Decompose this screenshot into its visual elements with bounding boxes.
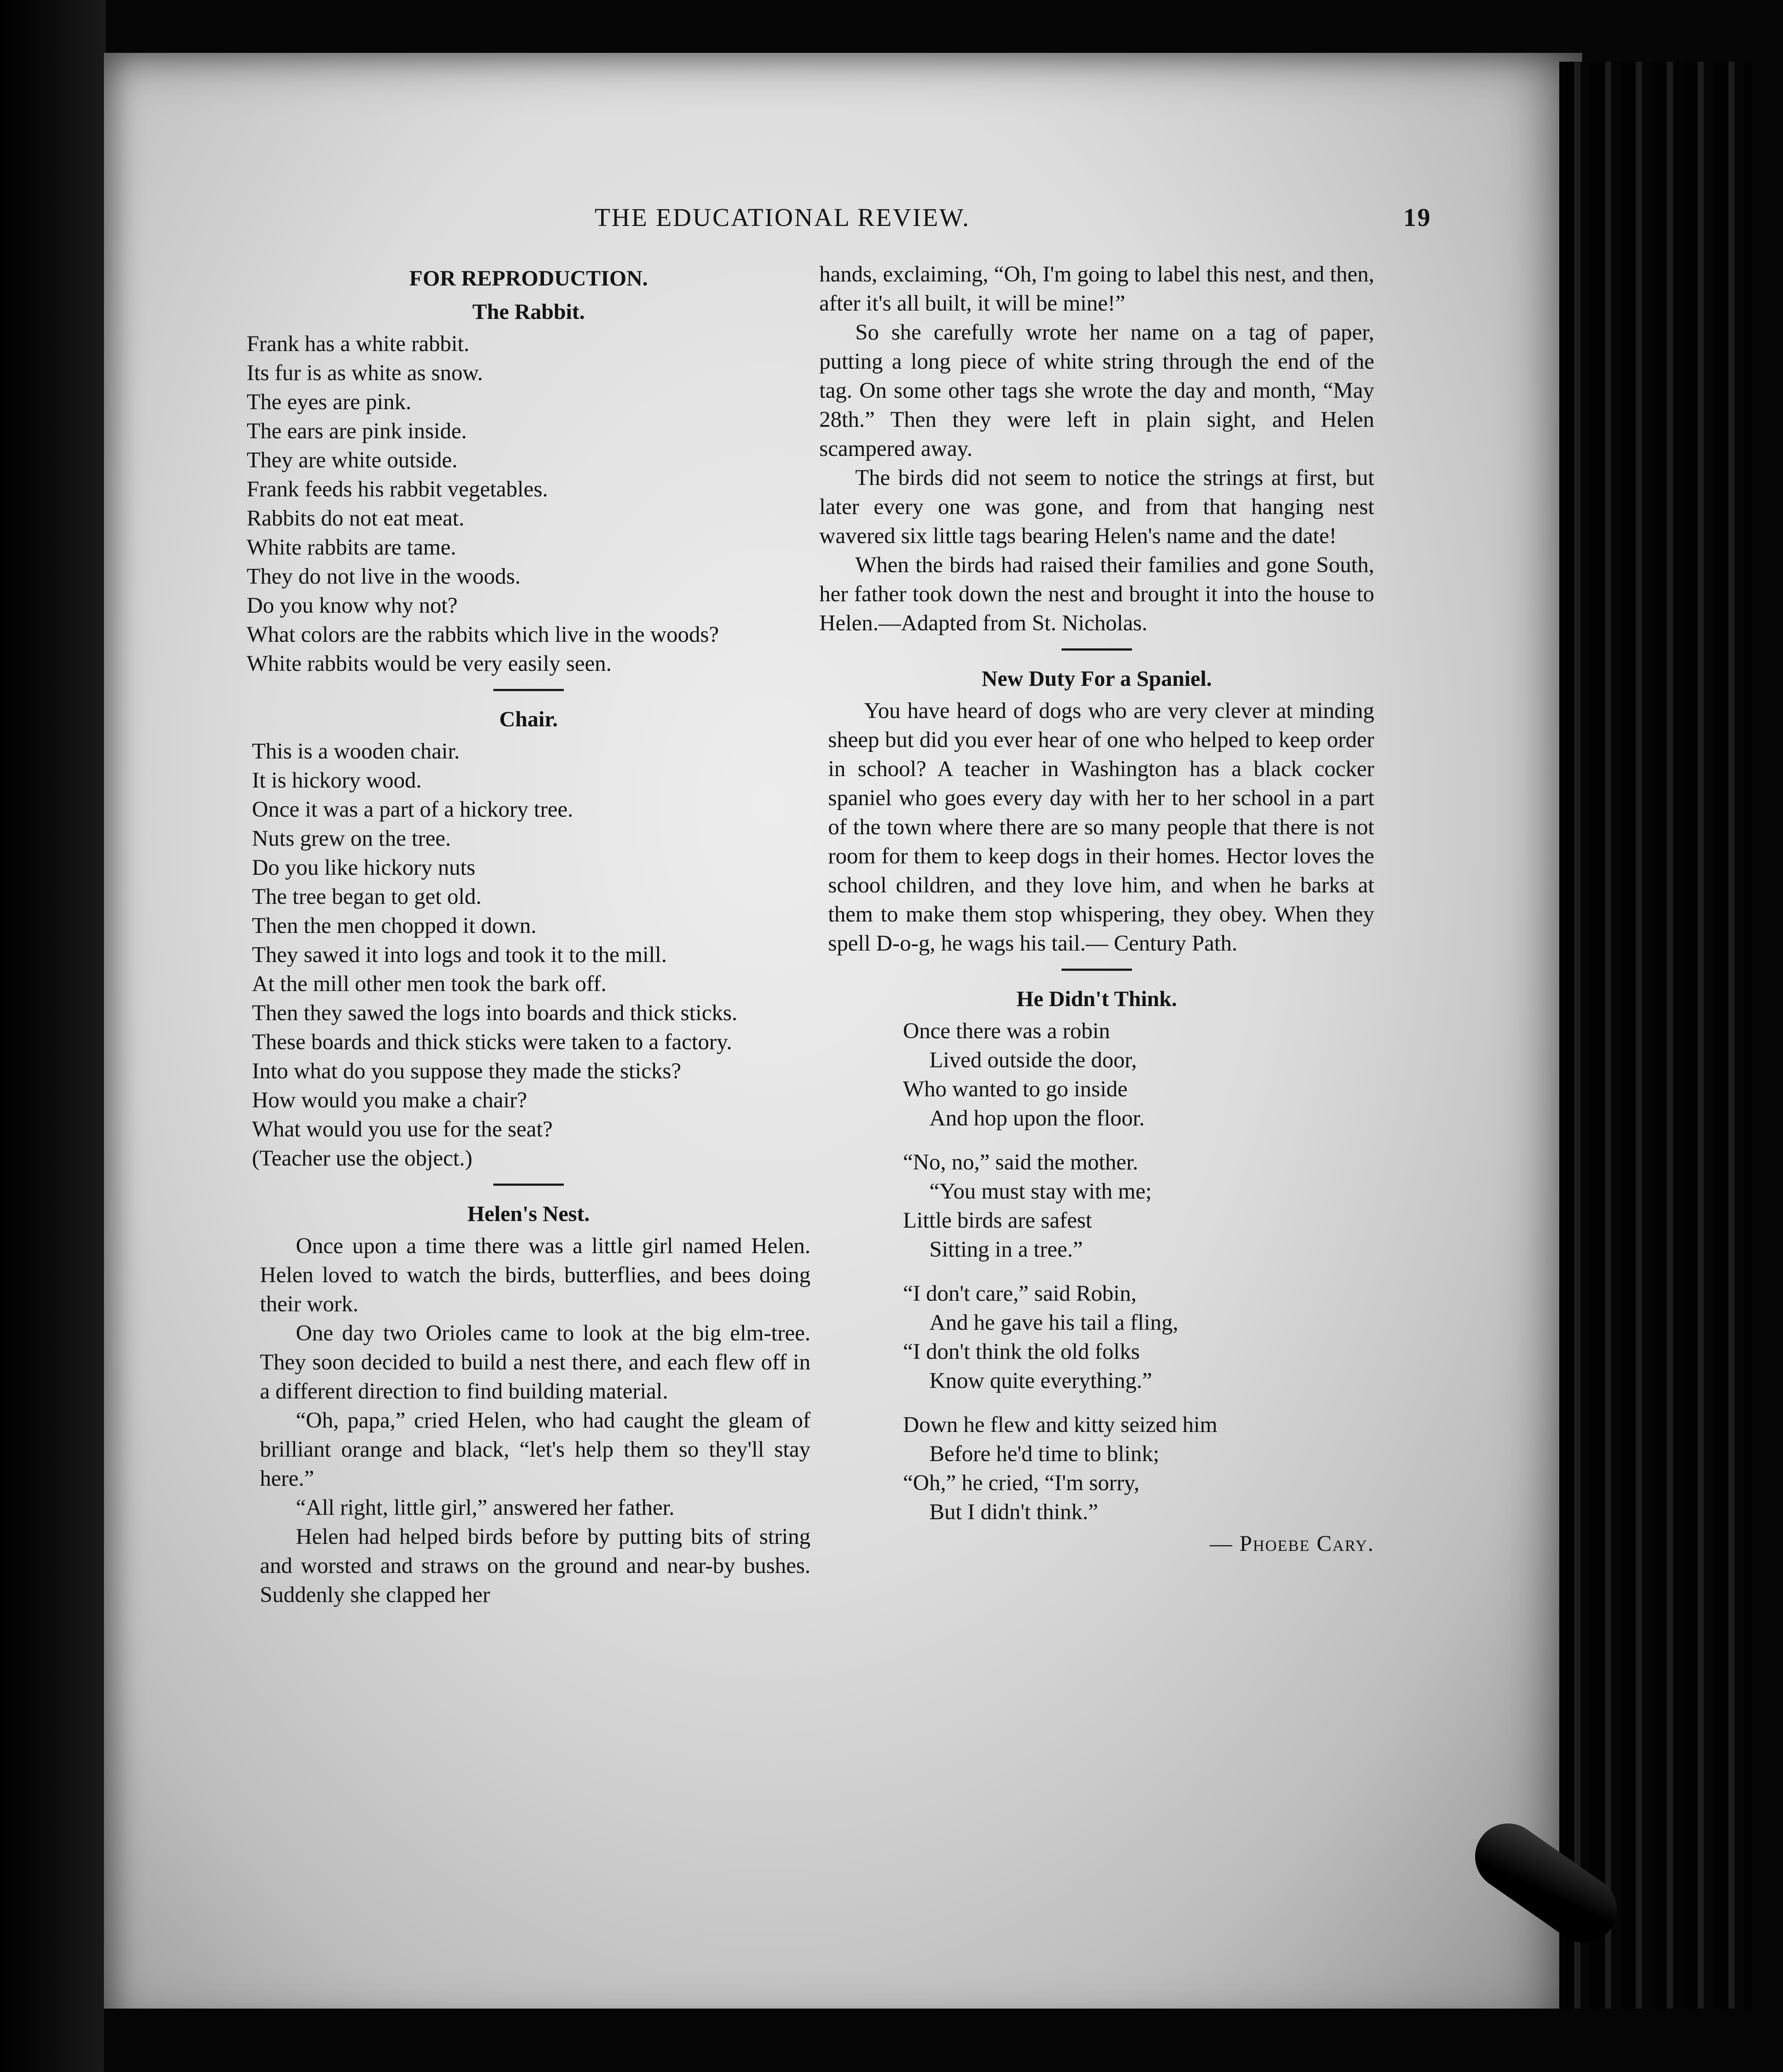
poem-line: Sitting in a tree.” [929, 1237, 1083, 1262]
poem-line: “I don't care,” said Robin, [903, 1281, 1137, 1306]
nest-text [247, 1232, 810, 1610]
poem-stanza [903, 1279, 1374, 1395]
paragraph: Helen had helped birds before by putting bits of string and worsted and straws on the ground and near-by bushes. Suddenly she clapped her [260, 1524, 810, 1607]
poem-attribution: — Phoebe Cary. [1210, 1532, 1374, 1556]
divider-rule [493, 1184, 564, 1186]
spaniel-title: New Duty For a Spaniel. [981, 666, 1212, 691]
paragraph: So she carefully wrote her name on a tag of paper, putting a long piece of white string through the end of the tag. On some other tags she wrote the day and month, “May 28th.” Then they were left in plain sight, and Helen scampered away. [819, 320, 1374, 461]
running-header [595, 203, 1432, 232]
text-line: What would you use for the seat? [252, 1117, 553, 1142]
text-line: (Teacher use the object.) [252, 1146, 473, 1171]
poem-line: “No, no,” said the mother. [903, 1150, 1138, 1175]
poem-line: But I didn't think.” [929, 1500, 1099, 1524]
paragraph: hands, exclaiming, “Oh, I'm going to label this nest, and then, after it's all built, it will be mine!” [819, 262, 1374, 316]
bottom-shadow [104, 2009, 1783, 2072]
paragraph: The birds did not seem to notice the strings at first, but later every one was gone, and from that hanging nest wavered six little tags bearing Helen's name and the date! [819, 466, 1374, 548]
text-line: Frank feeds his rabbit vegetables. [247, 477, 548, 502]
page-number: 19 [1403, 203, 1432, 232]
text-line: The tree began to get old. [252, 884, 482, 909]
left-page-edge [0, 0, 106, 2072]
text-line: Rabbits do not eat meat. [247, 506, 465, 531]
poem-line: Little birds are safest [903, 1208, 1092, 1233]
nest-continued-text [819, 260, 1374, 638]
paragraph: When the birds had raised their families and gone South, her father took down the nest and brought it into the house to Helen.—Adapted from St. Nicholas. [819, 553, 1374, 636]
section-title: FOR REPRODUCTION. [409, 266, 648, 290]
paragraph: “All right, little girl,” answered her father. [296, 1495, 675, 1520]
text-line: Once it was a part of a hickory tree. [252, 797, 573, 822]
text-line: The eyes are pink. [247, 390, 411, 414]
poem-stanza [903, 1017, 1374, 1133]
poem [819, 1017, 1374, 1558]
text-line: How would you make a chair? [252, 1088, 527, 1113]
poem-line: “Oh,” he cried, “I'm sorry, [903, 1471, 1139, 1495]
text-line: What colors are the rabbits which live in the woods? [247, 622, 719, 647]
left-column [247, 260, 810, 1610]
spaniel-paragraph: You have heard of dogs who are very clever at minding sheep but did you ever hear of one who helped to keep order in school? A teacher in Washington has a black cocker spaniel who goes every day with her to her school in a part of the town where there are so many people that there is not room for them to keep dogs in their homes. Hector loves the school children, and they love him, and when he barks at them to make them stop whispering, they obey. When they spell D-o-g, he wags his tail.— Century Path. [828, 699, 1374, 956]
rabbit-text [247, 329, 810, 678]
poem-line: And hop upon the floor. [929, 1106, 1145, 1131]
journal-title: THE EDUCATIONAL REVIEW. [595, 203, 970, 232]
text-line: Nuts grew on the tree. [252, 826, 451, 851]
poem-title: He Didn't Think. [1016, 986, 1177, 1011]
chair-text [247, 737, 810, 1173]
text-line: Do you like hickory nuts [252, 855, 476, 880]
text-line: They do not live in the woods. [247, 564, 521, 589]
poem-line: Once there was a robin [903, 1019, 1110, 1043]
paragraph: One day two Orioles came to look at the big elm-tree. They soon decided to build a nest there, and each flew off in a different direction to find building material. [260, 1321, 810, 1404]
text-line: They are white outside. [247, 448, 458, 473]
poem-line: Before he'd time to blink; [929, 1442, 1159, 1466]
poem-line: “You must stay with me; [929, 1179, 1152, 1204]
poem-line: “I don't think the old folks [903, 1339, 1140, 1364]
text-line: These boards and thick sticks were taken to a factory. [252, 1030, 732, 1054]
text-line: Into what do you suppose they made the sticks? [252, 1059, 681, 1084]
nest-title: Helen's Nest. [467, 1201, 590, 1226]
text-line: It is hickory wood. [252, 768, 422, 793]
paragraph: Once upon a time there was a little girl named Helen. Helen loved to watch the birds, butterflies, and bees doing their work. [260, 1234, 810, 1317]
text-line: Its fur is as white as snow. [247, 361, 483, 385]
divider-rule [1062, 969, 1132, 971]
poem-stanza [903, 1410, 1374, 1527]
text-line: The ears are pink inside. [247, 419, 467, 444]
poem-stanza [903, 1148, 1374, 1264]
text-line: Then they sawed the logs into boards and thick sticks. [252, 1001, 737, 1025]
text-line: White rabbits are tame. [247, 535, 456, 560]
poem-line: Know quite everything.” [929, 1369, 1152, 1393]
text-line: They sawed it into logs and took it to the mill. [252, 943, 667, 967]
divider-rule [1062, 648, 1132, 651]
poem-line: And he gave his tail a fling, [929, 1310, 1179, 1335]
rabbit-title: The Rabbit. [472, 299, 585, 324]
chair-title: Chair. [499, 707, 558, 731]
poem-line: Lived outside the door, [929, 1048, 1137, 1073]
text-line: Do you know why not? [247, 593, 458, 618]
divider-rule [493, 689, 564, 691]
text-line: Frank has a white rabbit. [247, 332, 470, 356]
text-line: Then the men chopped it down. [252, 914, 536, 938]
text-line: White rabbits would be very easily seen. [247, 651, 612, 676]
right-column [819, 260, 1374, 1558]
poem-line: Who wanted to go inside [903, 1077, 1128, 1102]
text-line: This is a wooden chair. [252, 739, 460, 764]
text-line: At the mill other men took the bark off. [252, 972, 607, 996]
book-spine [1559, 62, 1753, 2022]
paragraph: “Oh, papa,” cried Helen, who had caught the gleam of brilliant orange and black, “let's help them so they'll stay here.” [260, 1408, 810, 1491]
poem-line: Down he flew and kitty seized him [903, 1413, 1217, 1437]
